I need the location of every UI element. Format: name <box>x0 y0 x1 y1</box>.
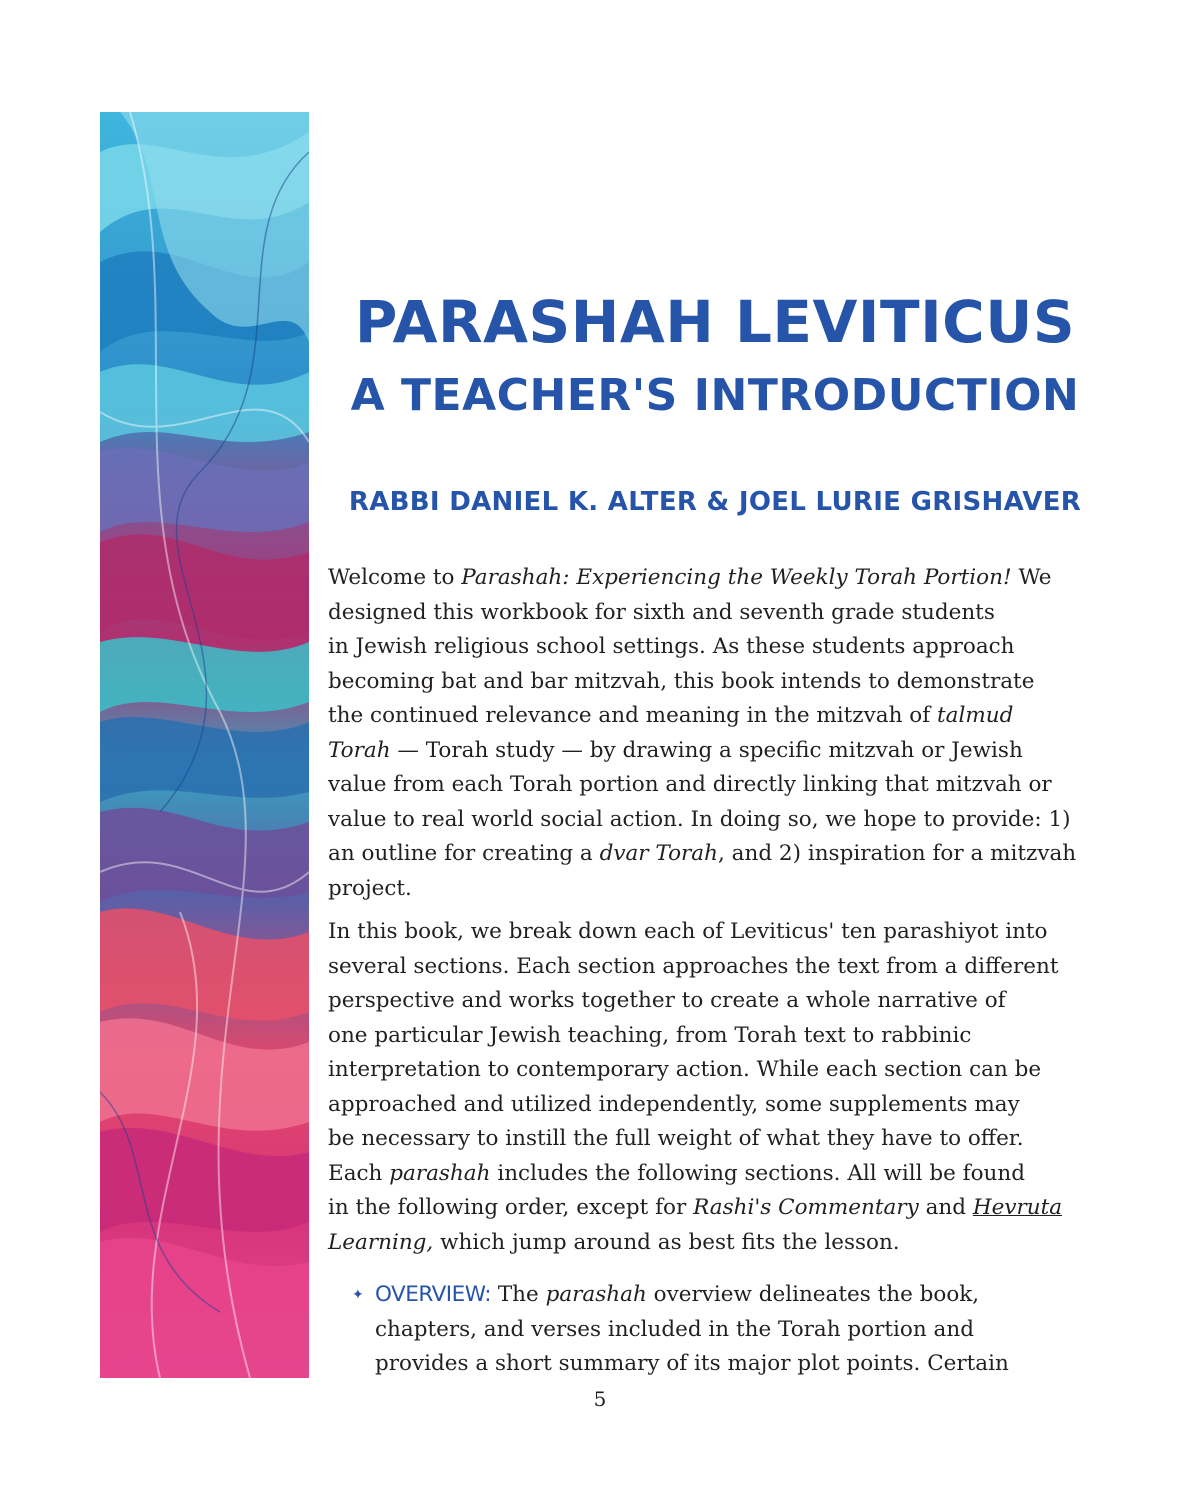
bullet-star-icon: ✦ <box>352 1287 364 1303</box>
page-number: 5 <box>593 1387 607 1411</box>
intro-paragraph: Welcome to Parashah: Experiencing the Weekly Torah Portion! We designed this workbook for sixth and seventh grade students in Jewish religious school settings. As these students approach becoming bat and bar mitzvah, this book intends to demonstrate the continued relevance and meaning in the mitzvah of talmud Torah — Torah study — by drawing a specific mitzvah or Jewish value from each Torah portion and directly linking that mitzvah or value to real world social action. In doing so, we hope to provide: 1) an outline for creating a dvar Torah, and 2) inspiration for a mitzvah project. <box>328 565 1077 901</box>
page-title: PARASHAH LEVITICUS <box>354 288 1076 356</box>
authors-line: RABBI DANIEL K. ALTER & JOEL LURIE GRISHAVER <box>348 487 1082 517</box>
body-text <box>328 561 1110 1382</box>
overview-label: OVERVIEW: <box>375 1282 491 1307</box>
sections-paragraph: In this book, we break down each of Leviticus' ten parashiyot into several sections. Each section approaches the text from a different perspective and works together to create a whole narrative of one particular Jewish teaching, from Torah text to rabbinic interpretation to contemporary action. While each section can be approached and utilized independently, some supplements may be necessary to instill the full weight of what they have to offer. Each parashah includes the following sections. All will be found in the following order, except for Rashi's Commentary and Hevruta Learning, which jump around as best fits the lesson. <box>328 919 1063 1255</box>
decorative-art-panel <box>100 112 309 1378</box>
page-subtitle: A TEACHER'S INTRODUCTION <box>350 370 1080 421</box>
overview-bullet: ✦ OVERVIEW: The parashah overview delineates the book, chapters, and verses included in the Torah portion and provides a short summary of its major plot points. Certain <box>328 1278 1110 1382</box>
